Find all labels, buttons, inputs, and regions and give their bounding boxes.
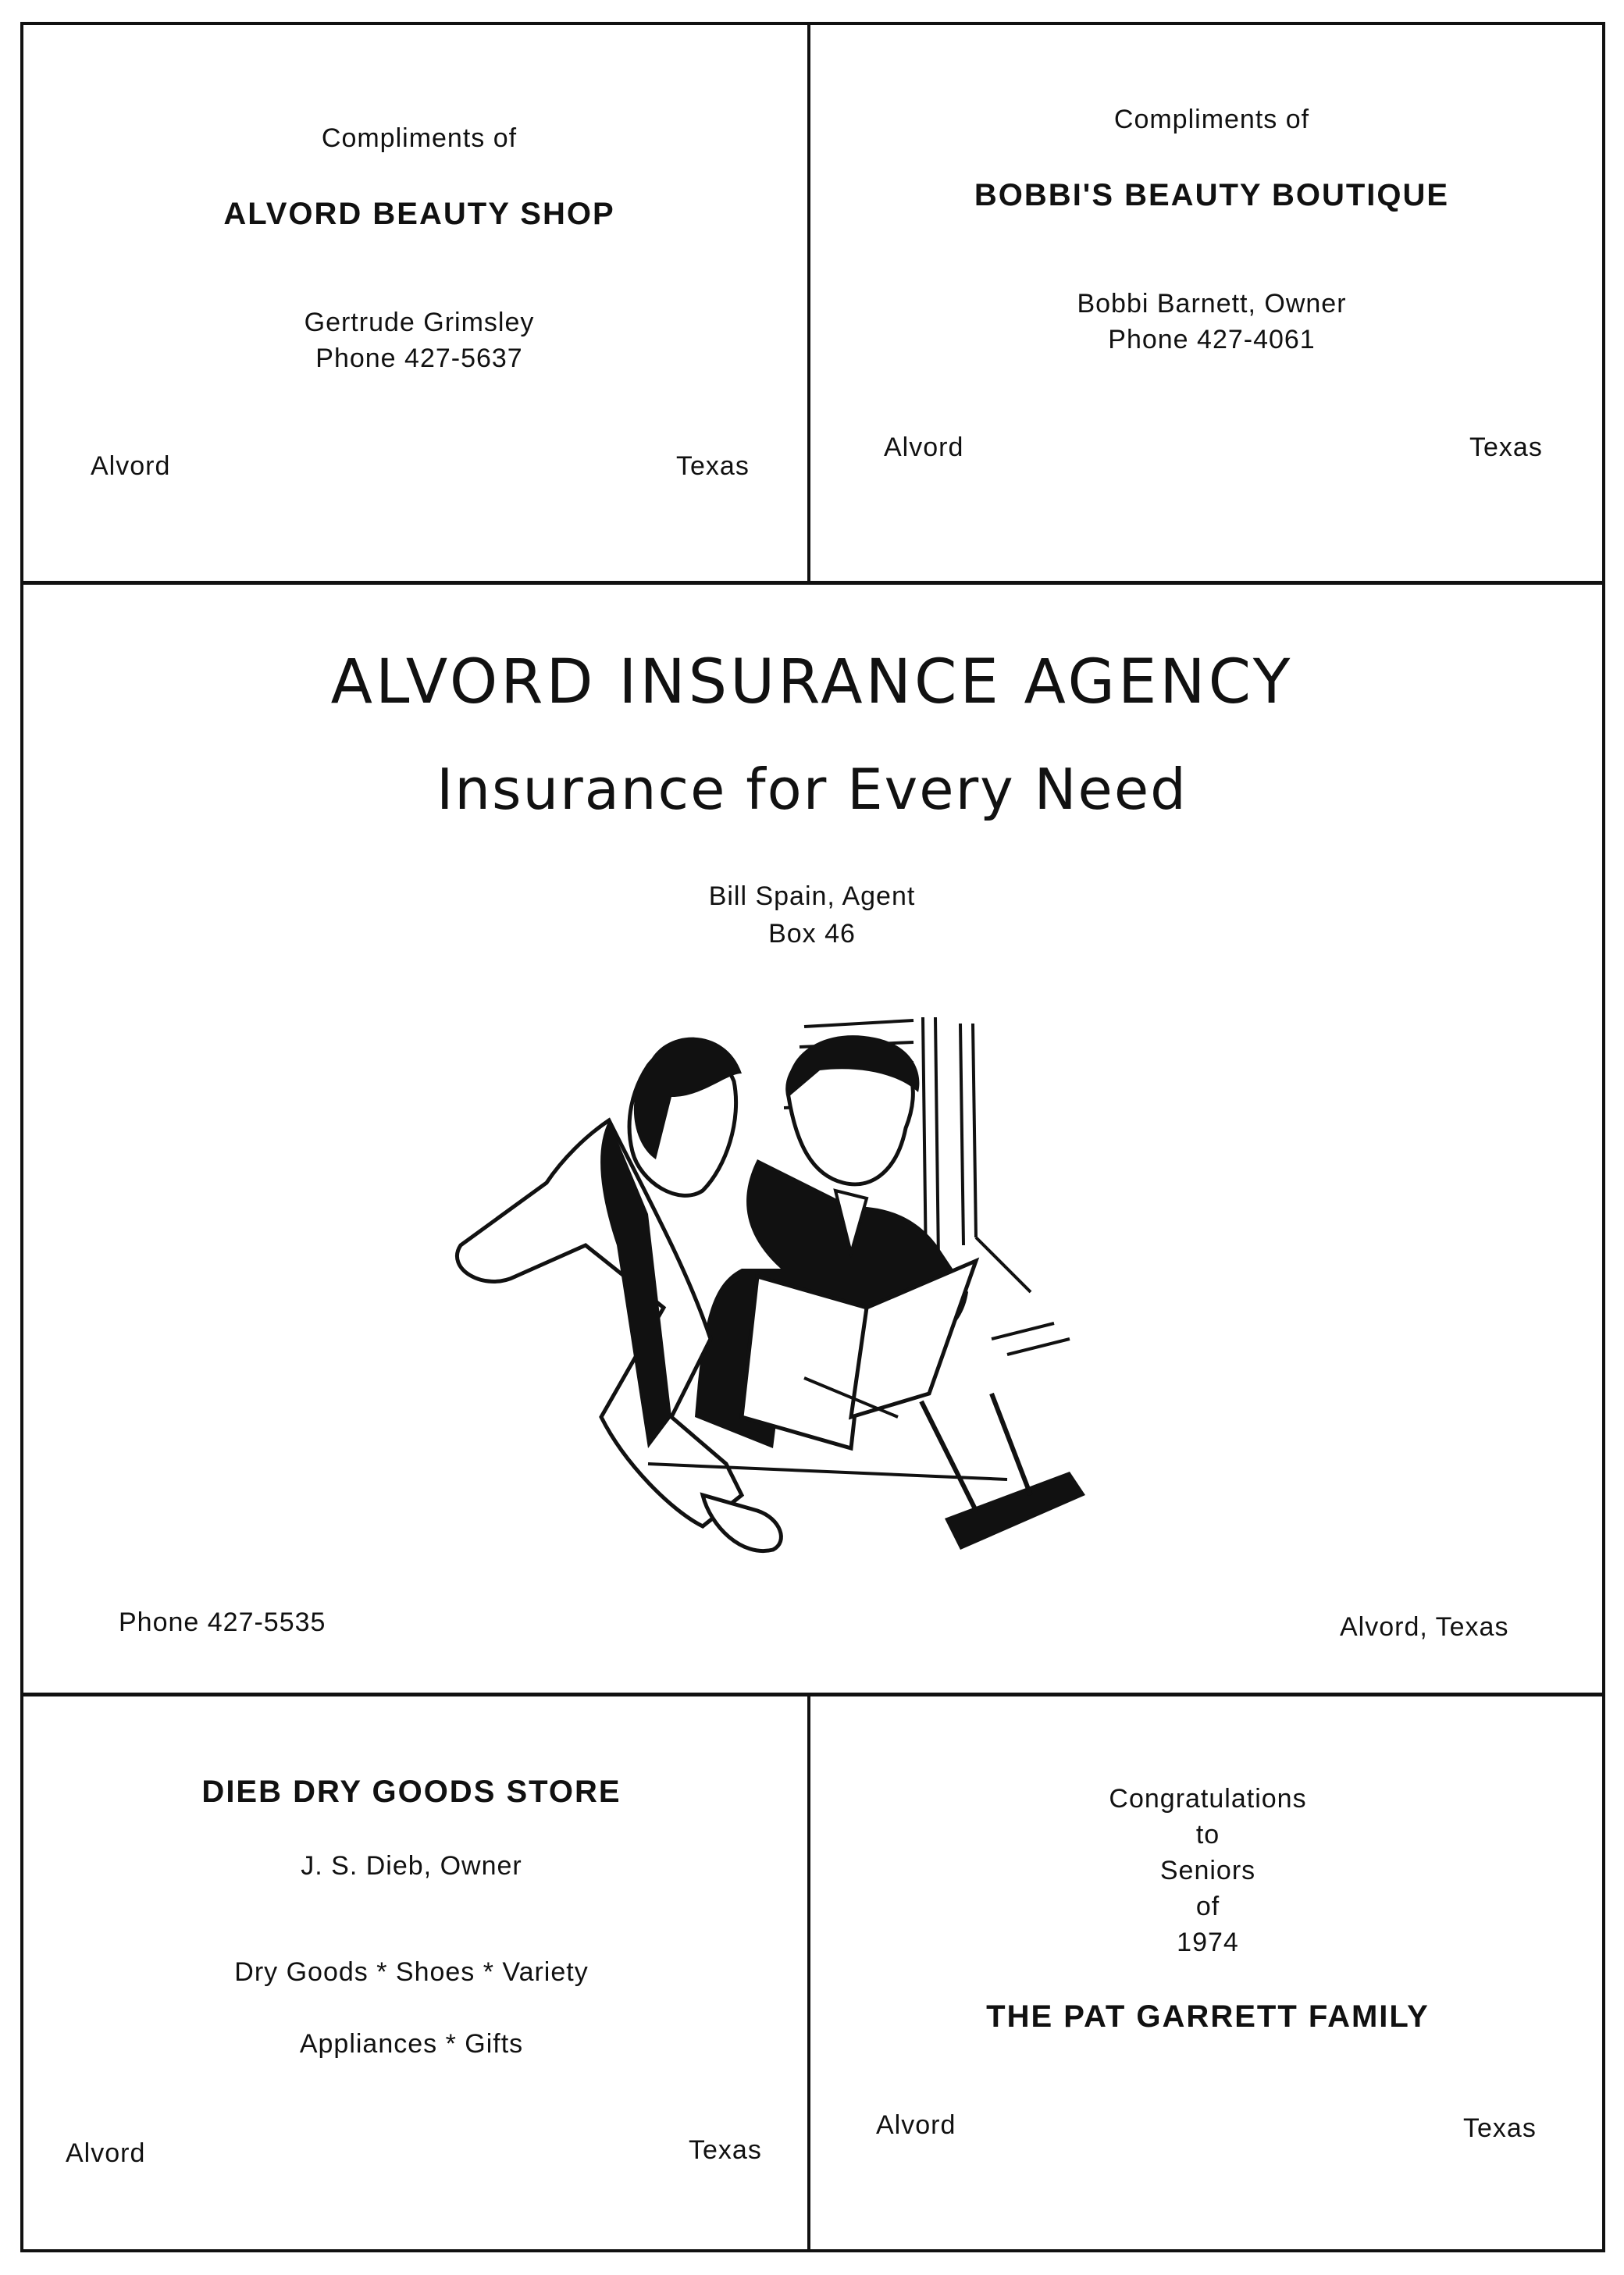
phone: Phone 427-5637 <box>315 344 523 373</box>
product-line-2: Appliances * Gifts <box>299 2029 524 2059</box>
proprietor: Bobbi Barnett, Owner <box>1077 289 1347 319</box>
phone: Phone 427-4061 <box>1108 325 1316 354</box>
ad-alvord-beauty-shop <box>23 25 807 581</box>
agent-name: Bill Spain, Agent <box>708 881 916 911</box>
congrats-line: Seniors <box>1159 1856 1256 1885</box>
state: Texas <box>676 451 750 481</box>
business-name: DIEB DRY GOODS STORE <box>201 1775 621 1809</box>
city: Alvord <box>876 2110 956 2140</box>
congrats-line: to <box>1195 1820 1220 1850</box>
city: Alvord <box>884 433 964 462</box>
ad-bobbis-beauty-boutique <box>810 25 1602 581</box>
ad-pat-garrett-family <box>810 1696 1602 2249</box>
congrats-year: 1974 <box>1177 1928 1239 1957</box>
city: Alvord <box>91 451 171 481</box>
state: Texas <box>689 2135 762 2165</box>
proprietor: Gertrude Grimsley <box>304 308 535 337</box>
family-name: THE PAT GARRETT FAMILY <box>986 1999 1430 2034</box>
agency-phone: Phone 427-5535 <box>119 1607 326 1637</box>
agency-slogan: Insurance for Every Need <box>436 757 1188 822</box>
intro-text: Compliments of <box>1113 105 1310 134</box>
congrats-line: of <box>1195 1892 1220 1921</box>
product-line-1: Dry Goods * Shoes * Variety <box>234 1957 589 1987</box>
agency-name: ALVORD INSURANCE AGENCY <box>330 647 1294 717</box>
proprietor: J. S. Dieb, Owner <box>301 1851 522 1881</box>
bottom-border <box>20 2249 1605 2252</box>
city: Alvord <box>66 2138 146 2168</box>
business-name: ALVORD BEAUTY SHOP <box>223 197 615 231</box>
business-name: BOBBI'S BEAUTY BOUTIQUE <box>974 178 1450 212</box>
box-number: Box 46 <box>768 919 856 949</box>
ad-dieb-dry-goods-store <box>23 1696 807 2249</box>
two-businessmen-reviewing-papers-icon <box>414 1011 1179 1604</box>
right-border <box>1602 22 1605 2252</box>
state: Texas <box>1463 2113 1537 2143</box>
agency-location: Alvord, Texas <box>1340 1612 1509 1642</box>
congrats-line: Congratulations <box>1109 1784 1307 1814</box>
state: Texas <box>1469 433 1543 462</box>
ad-alvord-insurance-agency <box>23 585 1602 1693</box>
intro-text: Compliments of <box>321 123 518 153</box>
